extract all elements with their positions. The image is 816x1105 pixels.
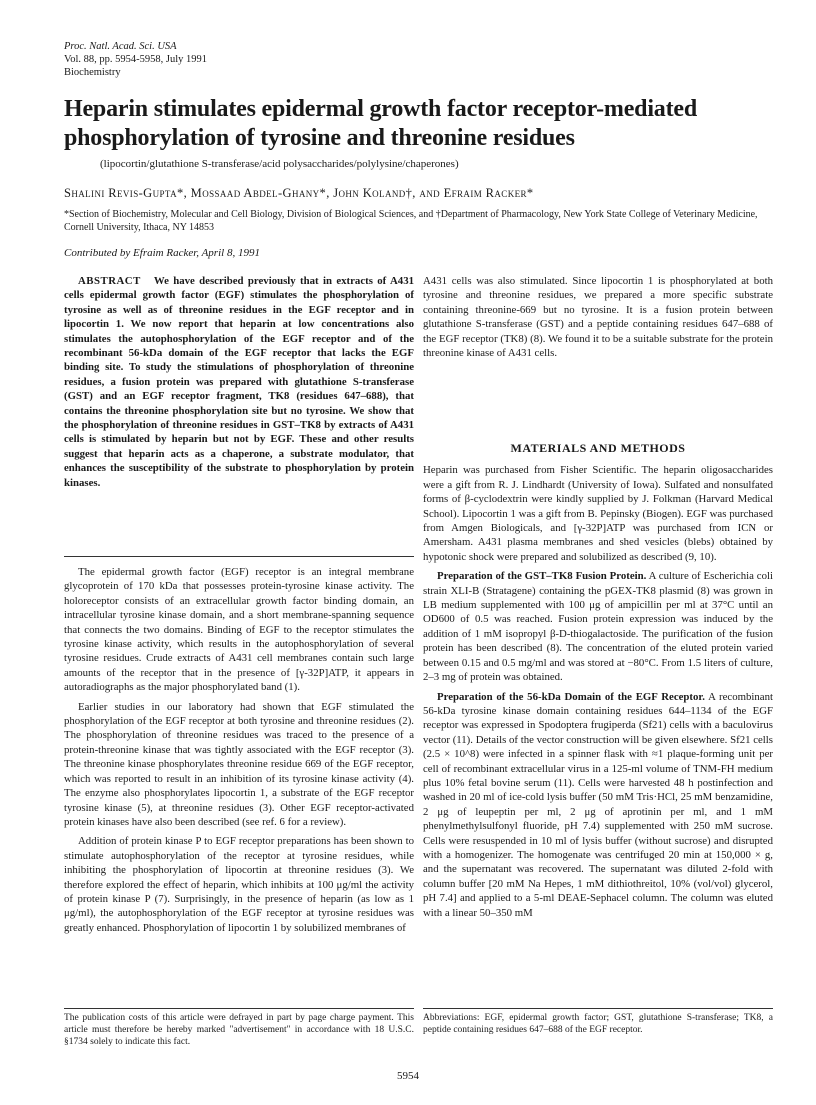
subsection-text: A culture of Escherichia coli strain XLI-B (Stratagene) containing the pGEX-TK8 plasmid (8) was grown in LB medium supplemented with 100 μg of ampicillin per ml at 37°C until an OD600 of 0.5 was reached. Fusion protein expression was induced by the addition of 1 mM isopropyl β-D-thiogalactoside. The purification of the fusion protein has been described (8). The concentration of the eluted protein varied between 0.15 and 0.5 mg/ml and was stored at −80°C. From 1.5 liters of culture, 2–3 mg of protein was obtained. — [423, 570, 773, 684]
keywords: (lipocortin/glutathione S-transferase/acid polysaccharides/polylysine/chaperones) — [100, 158, 459, 170]
methods-heading: MATERIALS AND METHODS — [510, 441, 686, 455]
abstract-label: ABSTRACT — [78, 275, 141, 287]
body-paragraph: Earlier studies in our laboratory had shown that EGF stimulated the phosphorylation of the EGF receptor at both tyrosine and threonine residues (2). The phosphorylation of threonine residues was traced to the presence of a protein-threonine kinase that was tightly associated with the EGF receptor (3). The threonine kinase phosphorylates threonine residue 669 of the EGF receptor, which was reported to result in an inhibition of its tyrosine kinase activity (4). The enzyme also phosphorylates lipocortin 1, a substrate of the EGF receptor tyrosine kinase (5), at threonine residues (3). Other EGF receptor-activated protein kinases have also been described (see ref. 6 for a review). — [64, 700, 414, 828]
subsection-heading: Preparation of the 56-kDa Domain of the EGF Receptor. — [437, 690, 705, 703]
methods-subsection-2 — [423, 690, 773, 921]
abstract — [64, 274, 414, 490]
left-column — [64, 274, 414, 495]
right-column-top — [423, 274, 773, 365]
journal-section: Biochemistry — [64, 67, 121, 78]
journal-header — [64, 40, 207, 79]
subsection-text: A recombinant 56-kDa tyrosine kinase domain containing residues 644–1134 of the EGF receptor was expressed in Spodoptera frugiperda (Sf21) cells with a baculovirus vector (11). Details of the vector construction will be given elsewhere. Sf21 cells (2.5 × 10^8) were infected in a spinner flask with ≈1 plaque-forming unit per cell of recombinant extracellular virus in a 125-ml volume of TNM-FH medium plus 10% fetal bovine serum (11). Cells were harvested 48 h postinfection and washed in 20 ml of ice-cold lysis buffer (50 mM Tris·HCl, 25 mM benzamidine, 2 μg of leupeptin per ml, 2 μg of aprotinin per ml, and 1 mM phenylmethylsulfonyl fluoride, pH 7.4) supplemented with 250 mM sucrose. Cells were resuspended in 10 ml of lysis buffer (without sucrose) and disrupted with a homogenizer. The homogenate was centrifuged 20 min at 150,000 × g, and the supernatant was recovered. The supernatant was diluted 2-fold with column buffer [20 mM Na Hepes, 1 mM dithiothreitol, 10% (vol/vol) glycerol, pH 7.4] and applied to a 5-ml DEAE-Sephacel column. The column was eluted with a linear 50–350 mM — [423, 690, 773, 919]
body-paragraph: The epidermal growth factor (EGF) receptor is an integral membrane glycoprotein of 170 kDa that possesses protein-tyrosine kinase activity. The holoreceptor consists of an extracellular growth factor binding domain, an intracellular tyrosine kinase domain, and a short membrane-spanning sequence that connects the two domains. Binding of EGF to the receptor stimulates the tyrosine kinase activity, which results in the autophosphorylation of several tyrosine residues. Crude extracts of A431 cell membranes contain such large amounts of the receptor that in the presence of [γ-32P]ATP, it appears in autoradiographs as the major phosphorylated band (1). — [64, 566, 414, 694]
methods-subsection-1 — [423, 569, 773, 684]
body-paragraph: A431 cells was also stimulated. Since lipocortin 1 is phosphorylated at both tyrosine and threonine residues, we prepared a more specific substrate containing threonine-669 but no tyrosine. It is a fusion protein between glutathione S-transferase (GST) and a peptide containing residues 647–688 of the EGF receptor (TK8) (8). We found it to be a suitable substrate for the protein threonine kinase of A431 cells. — [423, 275, 773, 360]
abstract-divider — [64, 556, 414, 557]
abbreviations-divider — [423, 1008, 773, 1009]
methods-section — [423, 441, 773, 925]
article-title: Heparin stimulates epidermal growth factor receptor-mediated phosphorylation of tyrosine and threonine residues — [64, 96, 697, 151]
journal-volume: Vol. 88, pp. 5954-5958, July 1991 — [64, 54, 208, 65]
publication-footnote: The publication costs of this article were defrayed in part by page charge payment. This article must therefore be hereby marked "advertisement" in accordance with 18 U.S.C. §1734 solely to indicate this fact. — [64, 1013, 414, 1047]
authors: Shalini Revis-Gupta*, Mossaad Abdel-Ghany*, John Koland†, and Efraim Racker* — [64, 186, 534, 200]
journal-name: Proc. Natl. Acad. Sci. USA — [64, 41, 177, 52]
abbreviations-footnote: Abbreviations: EGF, epidermal growth factor; GST, glutathione S-transferase; TK8, a peptide containing residues 647–688 of the EGF receptor. — [423, 1013, 773, 1035]
contributed-by: Contributed by Efraim Racker, April 8, 1991 — [64, 247, 260, 259]
left-body — [64, 565, 414, 940]
subsection-heading: Preparation of the GST–TK8 Fusion Protein. — [437, 570, 647, 583]
affiliation: *Section of Biochemistry, Molecular and Cell Biology, Division of Biological Sciences, and †Department of Pharmacology, New York State College of Veterinary Medicine, Cornell University, Ithaca, NY 14853 — [64, 209, 758, 233]
footnote-divider — [64, 1008, 414, 1009]
page-number: 5954 — [397, 1070, 419, 1082]
body-paragraph: Addition of protein kinase P to EGF receptor preparations has been shown to stimulate autophosphorylation of the receptor at tyrosine residues, while inhibiting the phosphorylation of lipocortin at threonine residues (3). We therefore explored the effect of heparin, which inhibits at 100 μg/ml the activity of protein kinase P (7). Surprisingly, in the presence of heparin (as low as 1 μg/ml), the autophosphorylation of the EGF receptor at tyrosine residues was greatly enhanced. Phosphorylation of lipocortin 1 by solubilized membranes of — [64, 835, 414, 934]
methods-intro: Heparin was purchased from Fisher Scientific. The heparin oligosaccharides were a gift from R. J. Lindhardt (University of Iowa). Sulfated and nonsulfated forms of β-cyclodextrin were kindly supplied by J. Folkman (Harvard Medical School). Lipocortin 1 was a gift from B. Pepinsky (Biogen). EGF was purchased from Amgen Biologicals, and [γ-32P]ATP was purchased from ICN or Amersham. A431 plasma membranes and shed vesicles (blebs) obtained by hypotonic shock were prepared and solubilized as described (9, 10). — [423, 464, 773, 563]
abstract-body: We have described previously that in extracts of A431 cells epidermal growth factor (EGF) stimulates the phosphorylation of tyrosine as well as of threonine residues in the EGF receptor and in lipocortin 1. We now report that heparin at low concentrations also stimulates the autophosphorylation of the EGF receptor and of the recombinant 56-kDa domain of the EGF receptor that lacks the EGF binding site. To study the stimulations of phosphorylation of threonine residues, a fusion protein was prepared with glutathione S-transferase (GST) and an EGF receptor fragment, TK8 (residues 647–688), that contains the threonine phosphorylation site but no tyrosine. We show that the phosphorylation of threonine residues in GST–TK8 by extracts of A431 cells is stimulated by heparin but not by EGF. These and other results suggest that heparin acts as a chaperone, a substrate modulator, that enhances the susceptibility of the substrate to phosphorylation by protein kinases. — [64, 275, 414, 489]
